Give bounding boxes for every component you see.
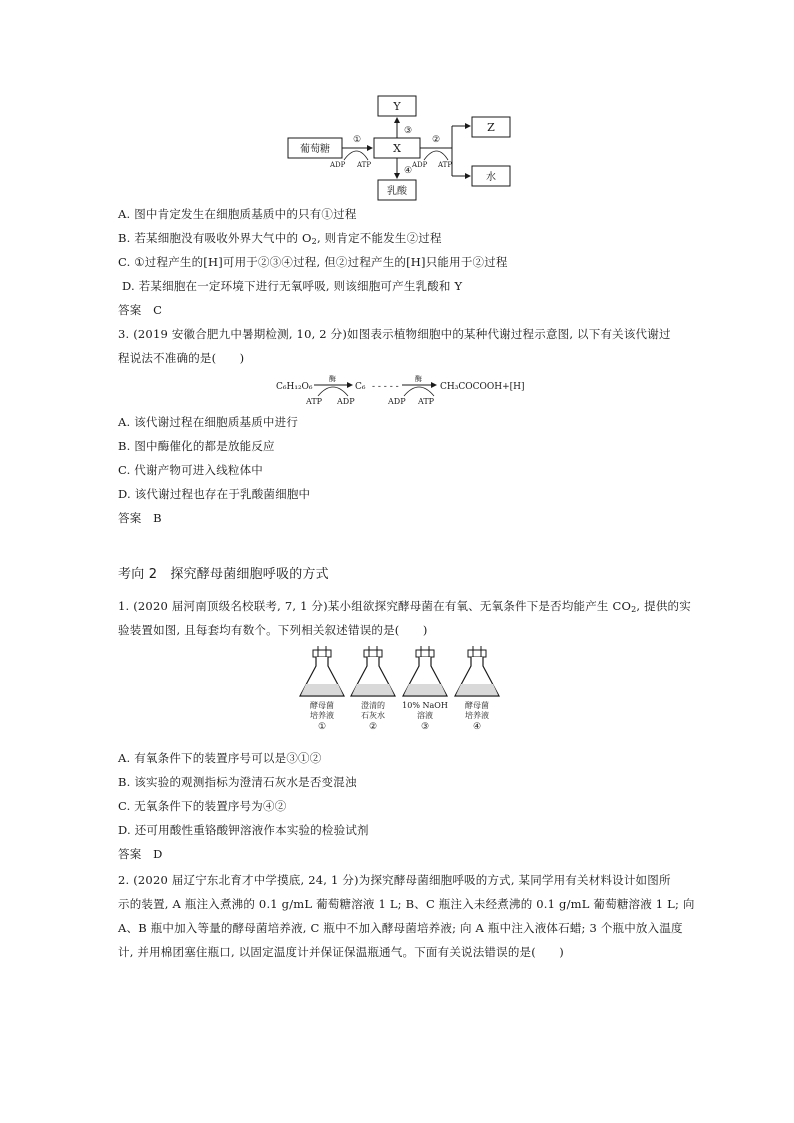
q2-stem-line4: 计, 并用棉团塞住瓶口, 以固定温度计并保证保温瓶通气。下面有关说法错误的是( ) [118,945,564,959]
flask-number: ② [368,722,378,732]
atp-left: ATP [357,161,372,169]
box-glucose-label: 葡萄糖 [300,144,330,155]
q3-answer: 答案 B [118,511,162,525]
adp-1: ADP [337,397,355,406]
section-title: 考向 2 探究酵母菌细胞呼吸的方式 [118,567,329,582]
mark-3: ③ [404,126,413,136]
q1-stem-line2: 验装置如图, 且每套均有数个。下列相关叙述错误的是( ) [118,623,428,637]
prev-option-b [118,230,442,250]
flask-label-top: 酵母菌 [310,701,334,710]
q3-option-d: D. 该代谢过程也存在于乳酸菌细胞中 [118,487,311,501]
q1-option-c: C. 无氧条件下的装置序号为④② [118,799,287,813]
enzyme-2: 酶 [415,375,422,383]
flask-number: ④ [472,722,482,732]
prev-option-a: A. 图中肯定发生在细胞质基质中的只有①过程 [118,207,357,221]
adp-left: ADP [330,161,346,169]
atp-1: ATP [306,397,323,406]
mark-2: ② [432,135,441,145]
adp-right: ADP [412,161,428,169]
prev-option-b-pre: B. 若某细胞没有吸收外界大气中的 O [118,231,312,245]
flask-4 [455,646,499,696]
q1-option-b: B. 该实验的观测指标为澄清石灰水是否变混浊 [118,775,357,789]
prev-option-c: C. ①过程产生的[H]可用于②③④过程, 但②过程产生的[H]只能用于②过程 [118,255,508,269]
q1-answer: 答案 D [118,847,163,861]
reaction-diagram [0,372,794,412]
q3-option-a: A. 该代谢过程在细胞质基质中进行 [118,415,299,429]
flask-3 [403,646,447,696]
mark-1: ① [353,135,362,145]
flask-number: ① [317,722,327,732]
box-water-label: 水 [486,172,496,183]
dots: - - - - - [372,382,399,392]
q3-option-c: C. 代谢产物可进入线粒体中 [118,463,263,477]
flask-label-top: 酵母菌 [465,701,489,710]
flask-number: ③ [420,722,430,732]
product: CH₃COCOOH+[H] [440,382,525,392]
enzyme-1: 酶 [329,375,336,383]
flask-label-top: 澄清的 [361,701,385,710]
prev-option-b-post: , 则肯定不能发生②过程 [316,231,442,245]
q1-stem-pre: 1. (2020 届河南顶级名校联考, 7, 1 分)某小组欲探究酵母菌在有氧、无氧条件下是否均能产生 CO [118,599,632,613]
q1-option-a: A. 有氧条件下的装置序号可以是③①② [118,751,322,765]
q1-stem-line1 [118,598,691,618]
flasks-figure [0,646,794,742]
flask-label-bottom: 培养液 [310,711,334,720]
intermediate: C₆ [355,382,366,392]
q1-stem-post: , 提供的实 [636,599,691,613]
box-lactate-label: 乳酸 [387,186,407,197]
flask-label-bottom: 溶液 [417,711,433,720]
flask-2 [351,646,395,696]
q3-stem-line1: 3. (2019 安徽合肥九中暑期检测, 10, 2 分)如图表示植物细胞中的某种代谢过程示意图, 以下有关该代谢过 [118,327,671,341]
mark-4: ④ [404,166,413,176]
flask-1 [300,646,344,696]
q3-stem-line2: 程说法不准确的是( ) [118,351,245,365]
q2-stem-line2: 示的装置, A 瓶注入煮沸的 0.1 g/mL 葡萄糖溶液 1 L; B、C 瓶注入未经煮沸的 0.1 g/mL 葡萄糖溶液 1 L; 向 [118,897,695,911]
q3-option-b: B. 图中酶催化的都是放能反应 [118,439,275,453]
q2-stem-line1: 2. (2020 届辽宁东北育才中学摸底, 24, 1 分)为探究酵母菌细胞呼吸的方式, 某同学用有关材料设计如图所 [118,873,671,887]
prev-option-b-sub: 2 [311,237,317,246]
box-x-label: X [393,142,401,155]
adp-2: ADP [388,397,406,406]
q1-stem-sub: 2 [631,605,637,614]
box-y-label: Y [393,100,401,113]
q2-stem-line3: A、B 瓶中加入等量的酵母菌培养液, C 瓶中不加入酵母菌培养液; 向 A 瓶中注入液体石蜡; 3 个瓶中放入温度 [118,921,683,935]
q1-option-d: D. 还可用酸性重铬酸钾溶液作本实验的检验试剂 [118,823,369,837]
flask-label-top: 10% NaOH [402,701,448,710]
reactant: C₆H₁₂O₆ [276,382,313,392]
prev-option-d: D. 若某细胞在一定环境下进行无氧呼吸, 则该细胞可产生乳酸和 Y [122,279,463,293]
atp-2: ATP [418,397,435,406]
atp-right: ATP [438,161,453,169]
prev-answer: 答案 C [118,303,163,317]
flask-label-bottom: 培养液 [465,711,489,720]
flask-label-bottom: 石灰水 [361,711,385,720]
box-z-label: Z [487,121,495,134]
